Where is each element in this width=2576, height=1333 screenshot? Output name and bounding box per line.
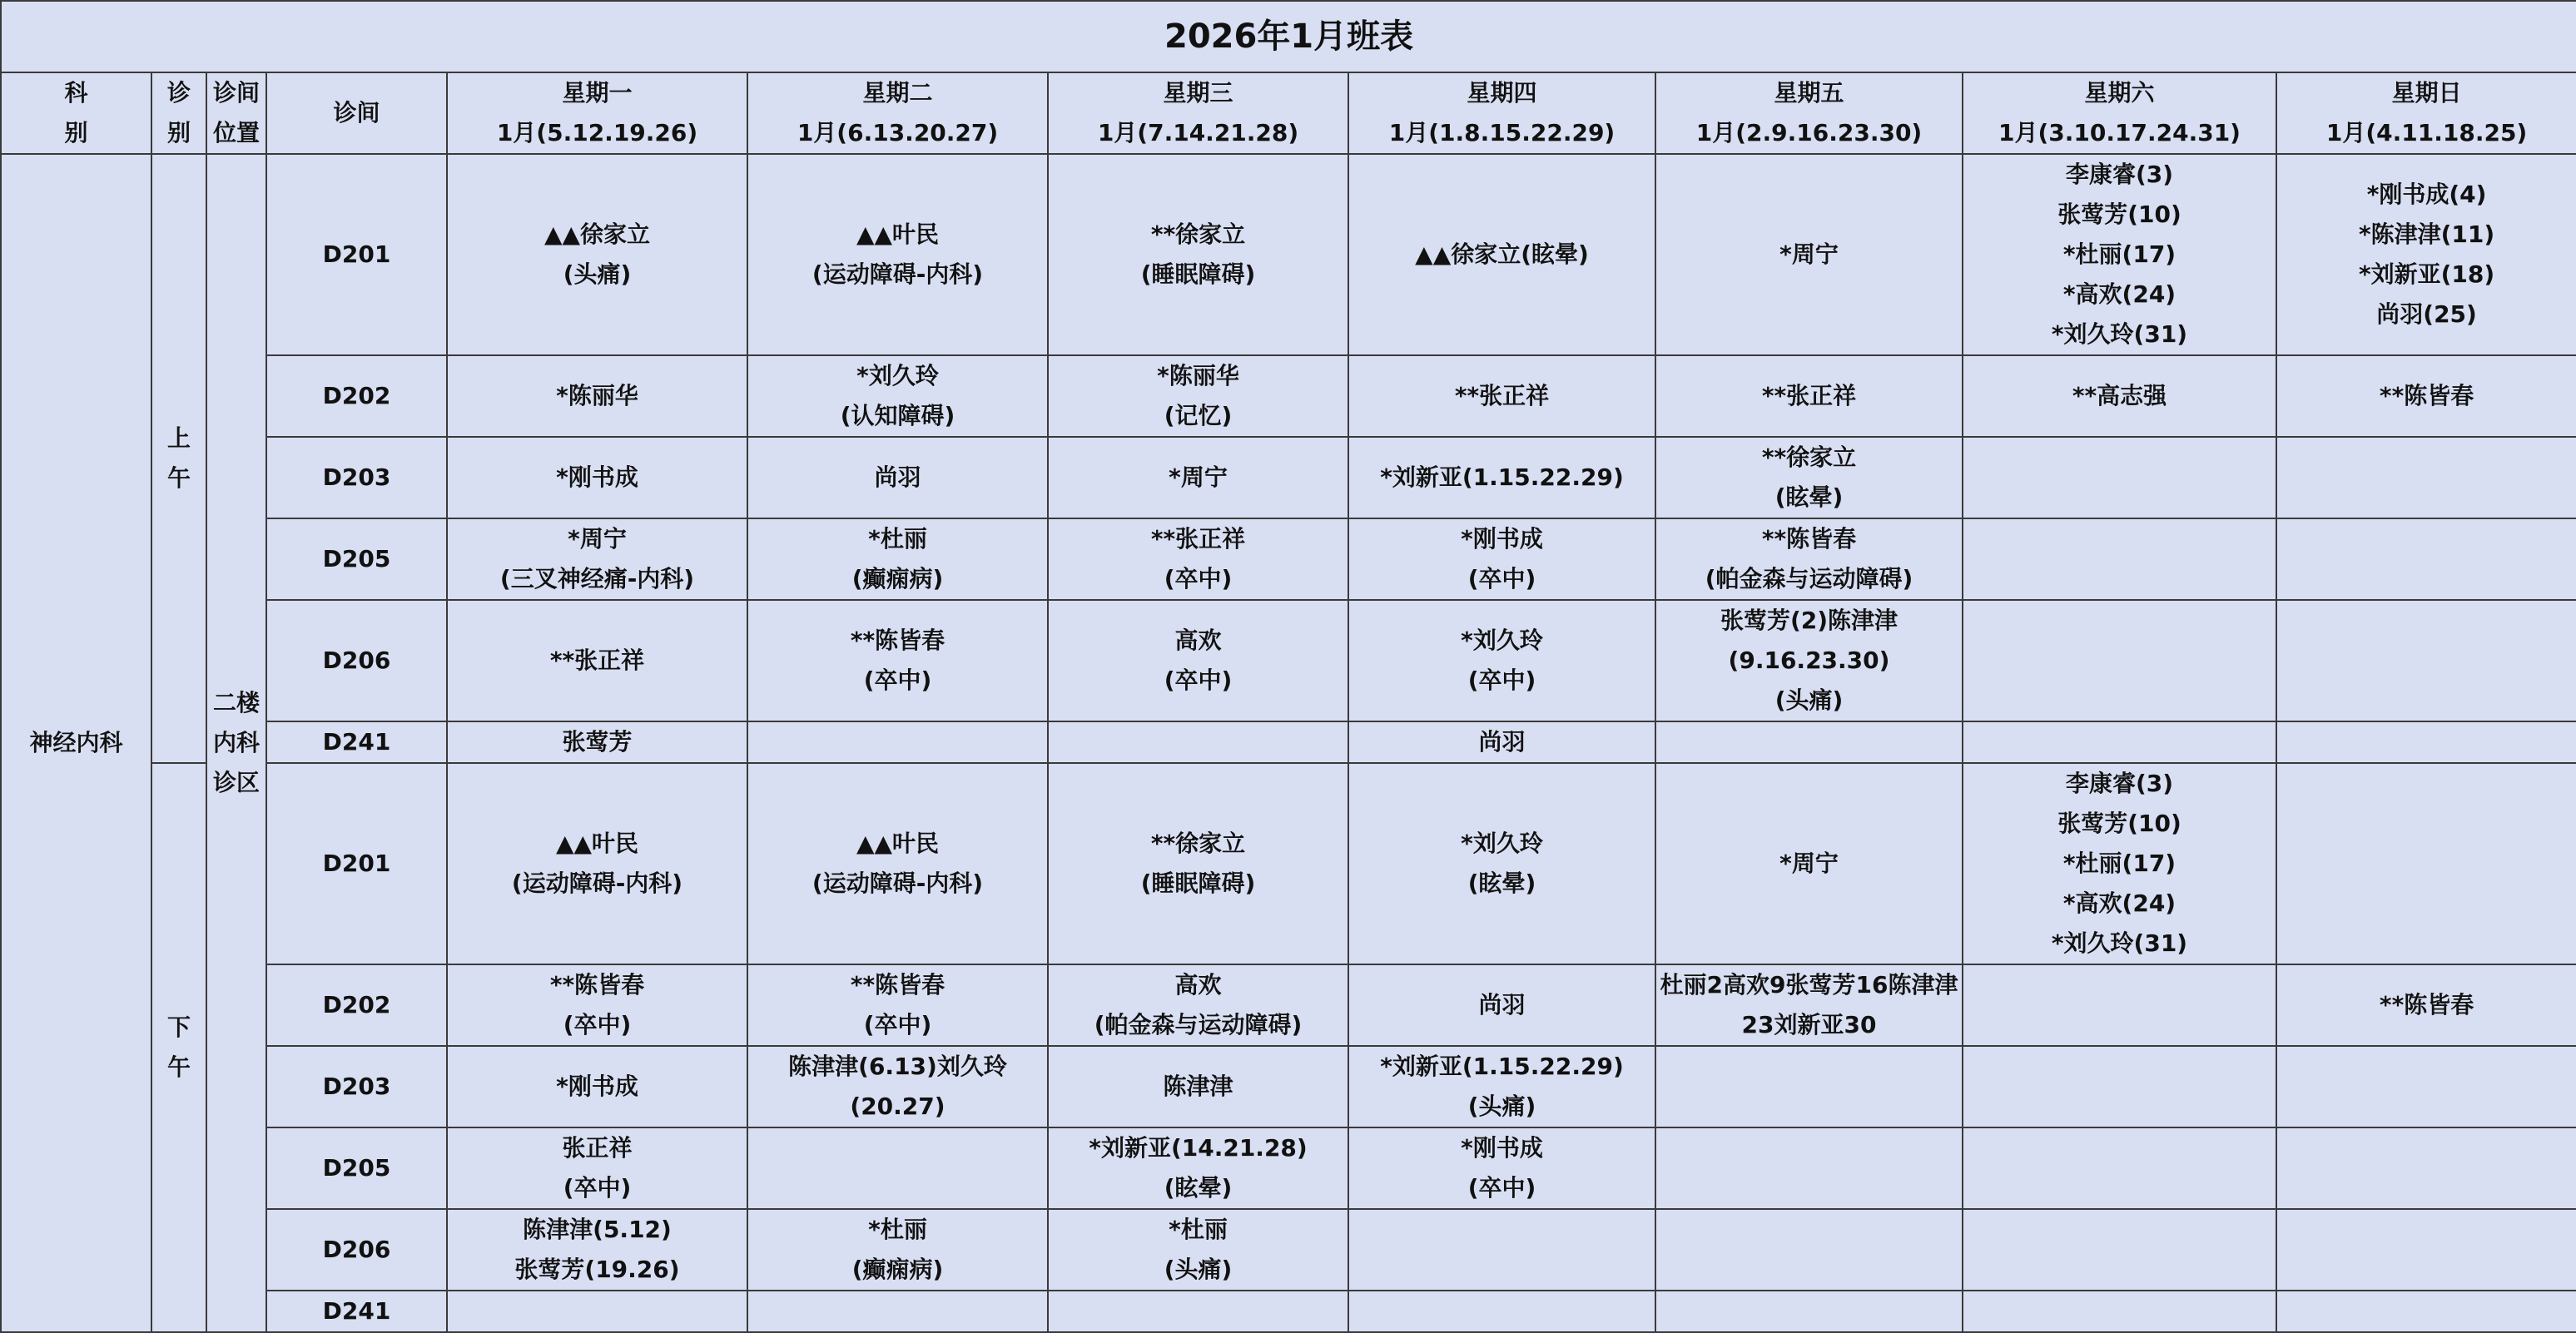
schedule-cell-mon: 陈津津(5.12) 张莺芳(19.26) [447, 1209, 747, 1291]
room-cell: D206 [266, 600, 447, 721]
schedule-cell-sun [2276, 437, 2576, 518]
schedule-cell-wed: 陈津津 [1048, 1046, 1348, 1127]
schedule-cell-sun [2276, 1291, 2576, 1332]
schedule-cell-sat [1963, 721, 2276, 763]
schedule-cell-sat: 李康睿(3) 张莺芳(10) *杜丽(17) *高欢(24) *刘久玲(31) [1963, 763, 2276, 964]
room-cell: D203 [266, 1046, 447, 1127]
schedule-cell-sat [1963, 1291, 2276, 1332]
schedule-cell-sun [2276, 518, 2576, 600]
department-cell: 神经内科 [1, 154, 151, 1332]
schedule-cell-sat: 李康睿(3) 张莺芳(10) *杜丽(17) *高欢(24) *刘久玲(31) [1963, 154, 2276, 355]
schedule-cell-thu [1348, 1291, 1655, 1332]
schedule-cell-thu: *刘新亚(1.15.22.29) [1348, 437, 1655, 518]
room-cell: D203 [266, 437, 447, 518]
schedule-cell-tue: ▲▲叶民 (运动障碍-内科) [747, 154, 1048, 355]
schedule-cell-wed: **徐家立 (睡眠障碍) [1048, 154, 1348, 355]
schedule-cell-mon: 张正祥 (卒中) [447, 1127, 747, 1209]
schedule-cell-wed [1048, 721, 1348, 763]
schedule-cell-fri [1655, 1046, 1963, 1127]
table-row [1, 1291, 2576, 1332]
schedule-cell-tue: *杜丽 (癫痫病) [747, 518, 1048, 600]
table-row [1, 1046, 2576, 1127]
schedule-cell-sat [1963, 1209, 2276, 1291]
room-cell: D205 [266, 518, 447, 600]
schedule-cell-fri: **张正祥 [1655, 355, 1963, 437]
schedule-cell-mon: *周宁 (三叉神经痛-内科) [447, 518, 747, 600]
schedule-cell-wed: 高欢 (帕金森与运动障碍) [1048, 964, 1348, 1046]
table-row [1, 721, 2576, 763]
schedule-cell-thu: *刘新亚(1.15.22.29) (头痛) [1348, 1046, 1655, 1127]
schedule-cell-tue: 尚羽 [747, 437, 1048, 518]
room-cell: D201 [266, 154, 447, 355]
schedule-cell-thu: *刚书成 (卒中) [1348, 518, 1655, 600]
schedule-cell-fri [1655, 1127, 1963, 1209]
header-session: 诊 别 [151, 72, 206, 154]
schedule-cell-fri [1655, 1209, 1963, 1291]
room-cell: D201 [266, 763, 447, 964]
location-cell: 二楼 内科 诊区 [206, 154, 266, 1332]
header-department: 科 别 [1, 72, 151, 154]
schedule-cell-tue: **陈皆春 (卒中) [747, 600, 1048, 721]
schedule-cell-sun [2276, 1127, 2576, 1209]
schedule-cell-sat [1963, 1046, 2276, 1127]
schedule-cell-fri: **徐家立 (眩晕) [1655, 437, 1963, 518]
schedule-cell-tue: ▲▲叶民 (运动障碍-内科) [747, 763, 1048, 964]
schedule-cell-thu: *刘久玲 (卒中) [1348, 600, 1655, 721]
schedule-cell-mon: *刚书成 [447, 437, 747, 518]
table-row [1, 518, 2576, 600]
schedule-cell-fri: 张莺芳(2)陈津津 (9.16.23.30) (头痛) [1655, 600, 1963, 721]
schedule-cell-sun [2276, 1209, 2576, 1291]
schedule-cell-sat [1963, 518, 2276, 600]
afternoon-session-cell: 下 午 [151, 763, 206, 1332]
table-row [1, 1209, 2576, 1291]
schedule-cell-sun: *刚书成(4) *陈津津(11) *刘新亚(18) 尚羽(25) [2276, 154, 2576, 355]
schedule-cell-sat [1963, 437, 2276, 518]
schedule-cell-sun [2276, 763, 2576, 964]
schedule-cell-sun: **陈皆春 [2276, 355, 2576, 437]
room-cell: D241 [266, 1291, 447, 1332]
page-title: 2026年1月班表 [1, 1, 2576, 72]
schedule-cell-thu: 尚羽 [1348, 721, 1655, 763]
schedule-cell-wed [1048, 1291, 1348, 1332]
room-cell: D202 [266, 355, 447, 437]
table-row [1, 355, 2576, 437]
table-row [1, 1127, 2576, 1209]
header-day-wed: 星期三 1月(7.14.21.28) [1048, 72, 1348, 154]
schedule-cell-tue: **陈皆春 (卒中) [747, 964, 1048, 1046]
room-cell: D205 [266, 1127, 447, 1209]
table-row [1, 763, 2576, 964]
schedule-cell-thu: **张正祥 [1348, 355, 1655, 437]
morning-session-cell: 上 午 [151, 154, 206, 763]
schedule-cell-mon: ▲▲叶民 (运动障碍-内科) [447, 763, 747, 964]
schedule-cell-fri: 杜丽2高欢9张莺芳16陈津津 23刘新亚30 [1655, 964, 1963, 1046]
schedule-cell-wed: 高欢 (卒中) [1048, 600, 1348, 721]
header-day-sat: 星期六 1月(3.10.17.24.31) [1963, 72, 2276, 154]
schedule-cell-fri: *周宁 [1655, 763, 1963, 964]
schedule-cell-thu: *刘久玲 (眩晕) [1348, 763, 1655, 964]
schedule-cell-sun [2276, 721, 2576, 763]
schedule-cell-sat [1963, 964, 2276, 1046]
schedule-cell-thu: *刚书成 (卒中) [1348, 1127, 1655, 1209]
schedule-cell-tue: *刘久玲 (认知障碍) [747, 355, 1048, 437]
schedule-cell-sun [2276, 600, 2576, 721]
table-row [1, 437, 2576, 518]
schedule-cell-mon: ▲▲徐家立 (头痛) [447, 154, 747, 355]
schedule-cell-thu [1348, 1209, 1655, 1291]
schedule-cell-wed: **徐家立 (睡眠障碍) [1048, 763, 1348, 964]
schedule-cell-sun [2276, 1046, 2576, 1127]
table-row [1, 600, 2576, 721]
schedule-cell-wed: *周宁 [1048, 437, 1348, 518]
schedule-cell-sun: **陈皆春 [2276, 964, 2576, 1046]
header-room: 诊间 [266, 72, 447, 154]
schedule-cell-wed: **张正祥 (卒中) [1048, 518, 1348, 600]
schedule-cell-thu: 尚羽 [1348, 964, 1655, 1046]
schedule-cell-sat: **高志强 [1963, 355, 2276, 437]
table-row [1, 964, 2576, 1046]
schedule-cell-mon: *刚书成 [447, 1046, 747, 1127]
schedule-cell-fri: *周宁 [1655, 154, 1963, 355]
header-day-sun: 星期日 1月(4.11.18.25) [2276, 72, 2576, 154]
schedule-cell-tue: *杜丽 (癫痫病) [747, 1209, 1048, 1291]
schedule-cell-mon: **张正祥 [447, 600, 747, 721]
schedule-cell-mon: *陈丽华 [447, 355, 747, 437]
schedule-cell-wed: *陈丽华 (记忆) [1048, 355, 1348, 437]
header-day-mon: 星期一 1月(5.12.19.26) [447, 72, 747, 154]
schedule-cell-tue [747, 1291, 1048, 1332]
schedule-cell-tue [747, 1127, 1048, 1209]
schedule-cell-fri: **陈皆春 (帕金森与运动障碍) [1655, 518, 1963, 600]
room-cell: D241 [266, 721, 447, 763]
schedule-cell-mon [447, 1291, 747, 1332]
schedule-cell-sat [1963, 600, 2276, 721]
schedule-cell-sat [1963, 1127, 2276, 1209]
schedule-cell-thu: ▲▲徐家立(眩晕) [1348, 154, 1655, 355]
schedule-cell-wed: *杜丽 (头痛) [1048, 1209, 1348, 1291]
schedule-cell-fri [1655, 1291, 1963, 1332]
schedule-cell-fri [1655, 721, 1963, 763]
schedule-cell-tue: 陈津津(6.13)刘久玲 (20.27) [747, 1046, 1048, 1127]
header-day-fri: 星期五 1月(2.9.16.23.30) [1655, 72, 1963, 154]
header-day-tue: 星期二 1月(6.13.20.27) [747, 72, 1048, 154]
room-cell: D206 [266, 1209, 447, 1291]
schedule-cell-wed: *刘新亚(14.21.28) (眩晕) [1048, 1127, 1348, 1209]
schedule-cell-mon: 张莺芳 [447, 721, 747, 763]
schedule-cell-mon: **陈皆春 (卒中) [447, 964, 747, 1046]
header-day-thu: 星期四 1月(1.8.15.22.29) [1348, 72, 1655, 154]
table-row [1, 154, 2576, 355]
room-cell: D202 [266, 964, 447, 1046]
header-location: 诊间 位置 [206, 72, 266, 154]
schedule-cell-tue [747, 721, 1048, 763]
